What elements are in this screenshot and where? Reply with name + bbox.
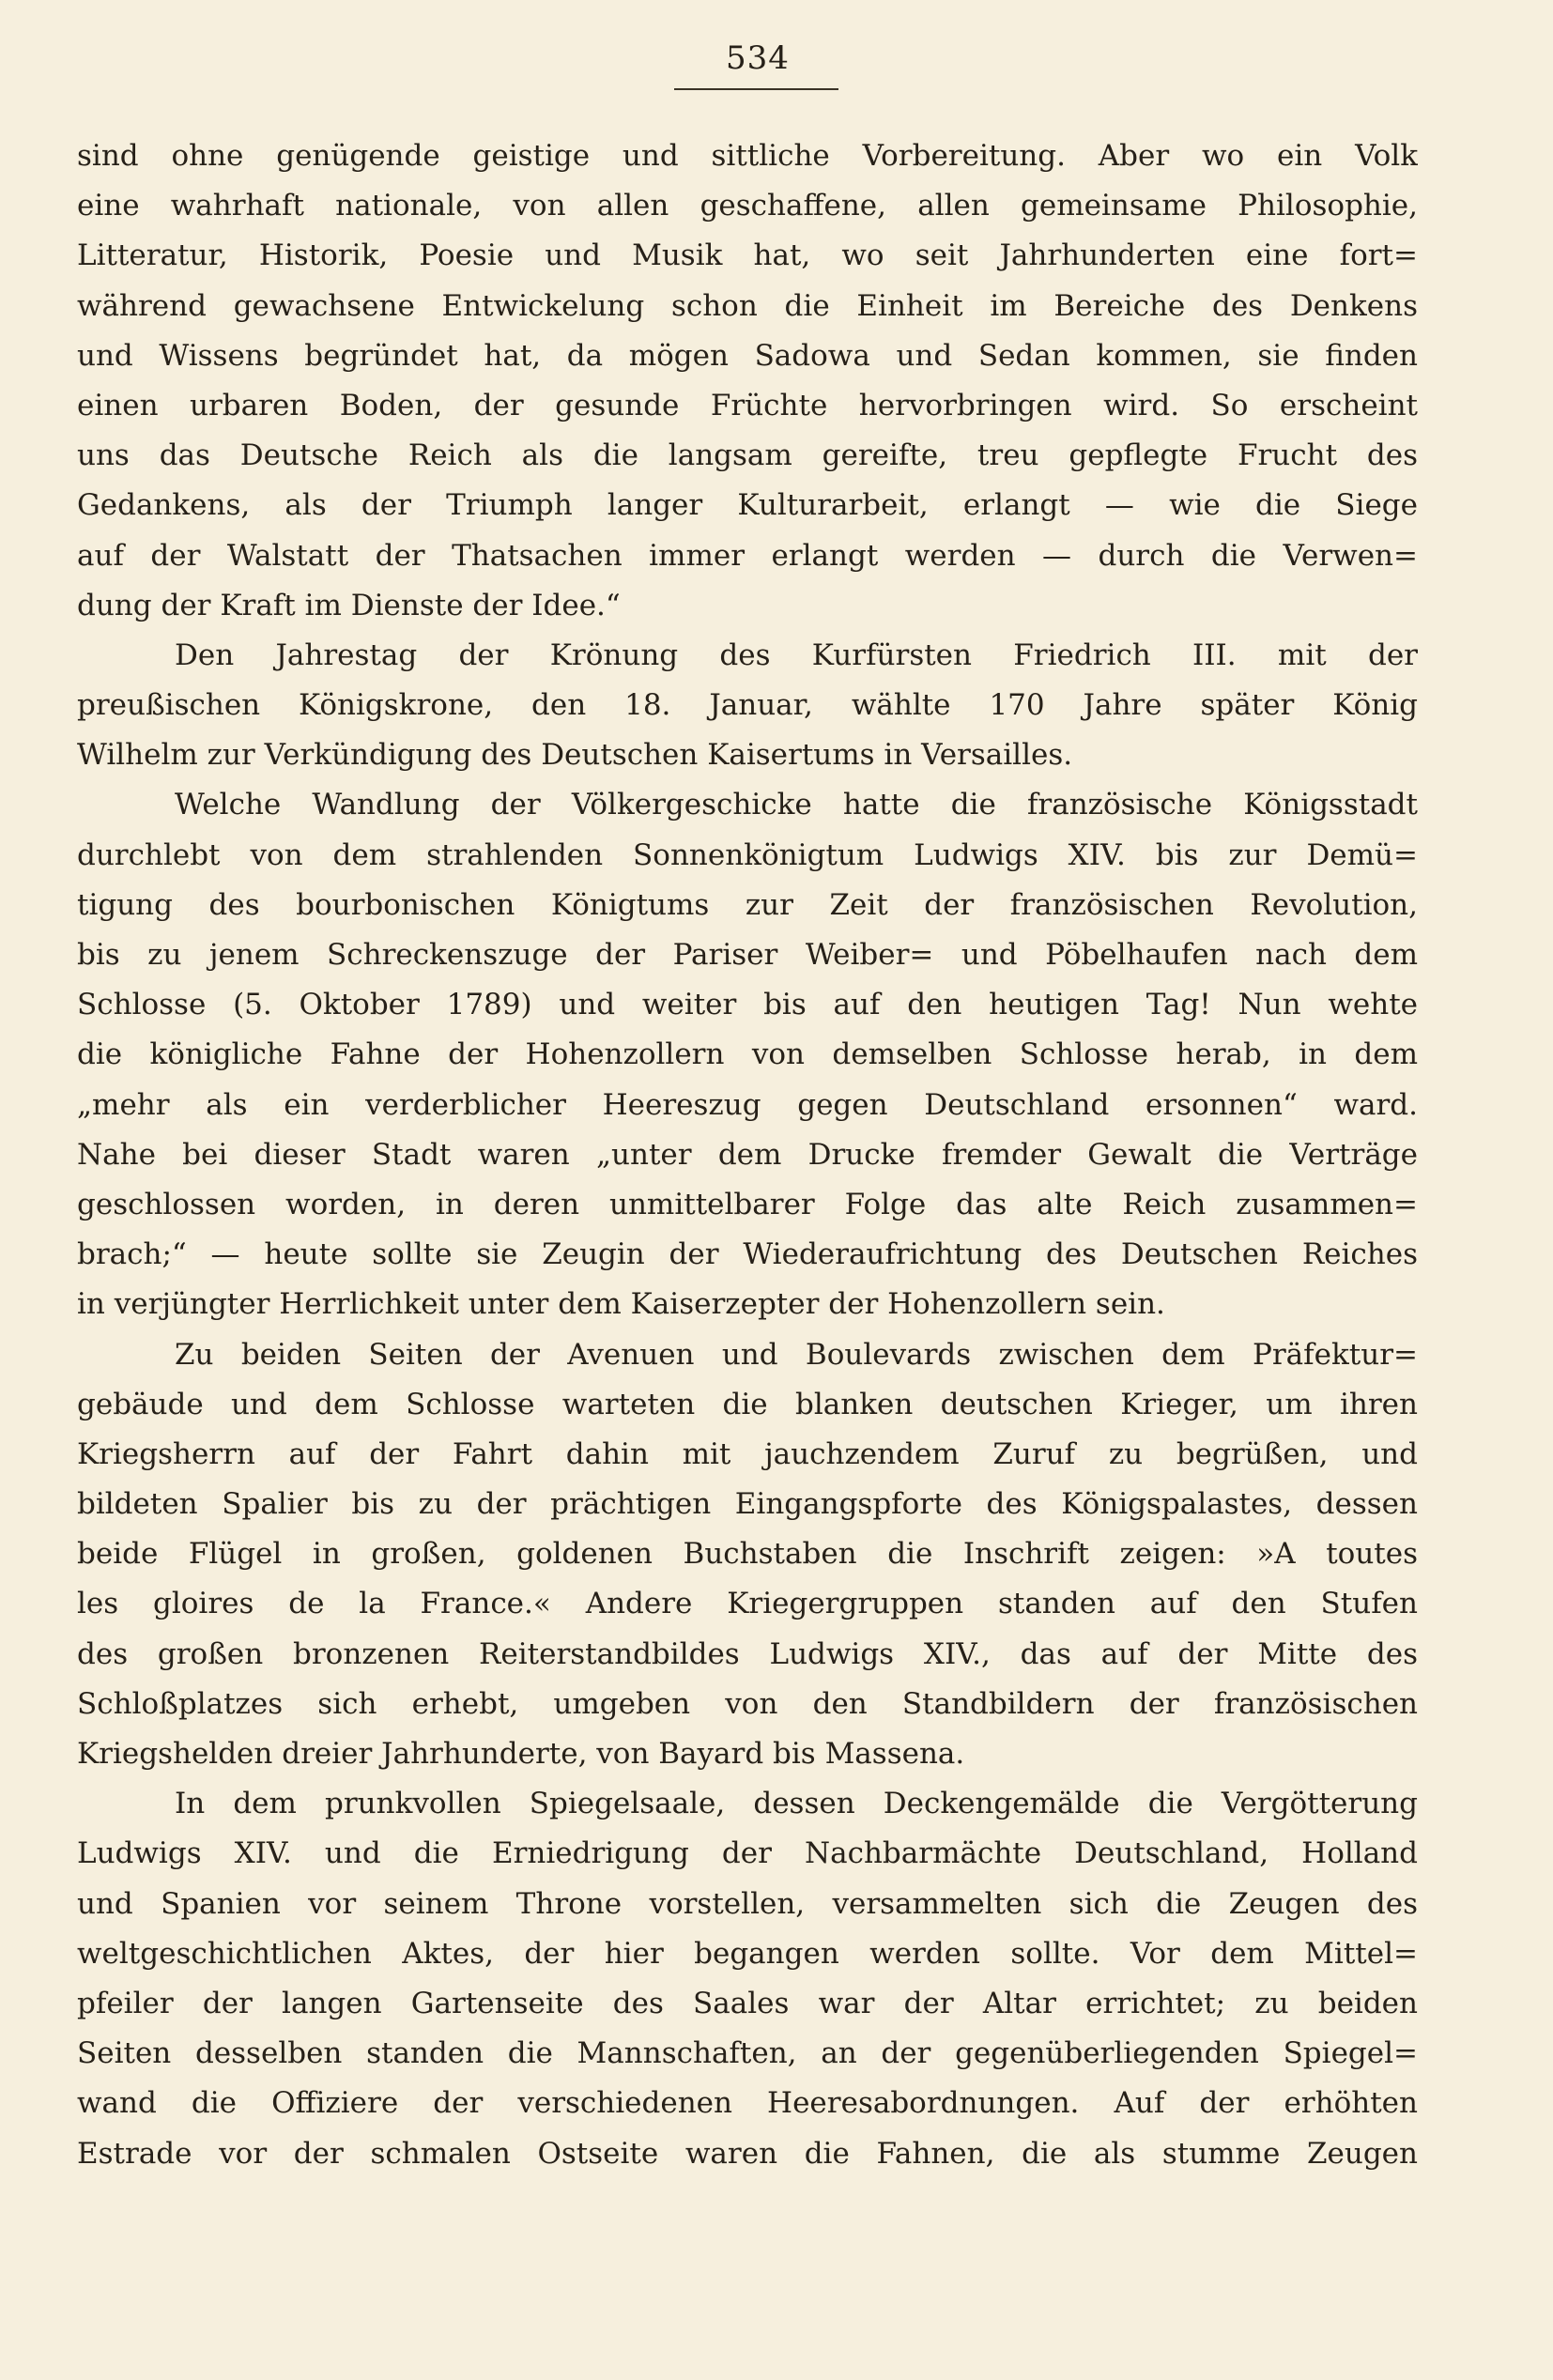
text-line: tigung des bourbonischen Königtums zur Zeit der französischen Revolution, — [77, 887, 1418, 922]
text-line: les gloires de la France.« Andere Kriegergruppen standen auf den Stufen — [77, 1587, 1418, 1621]
text-line: Seiten desselben standen die Mannschaften, an der gegenüberliegenden Spiegel= — [77, 2036, 1418, 2071]
text-line: Litteratur, Historik, Poesie und Musik hat, wo seit Jahrhunderten eine fort= — [77, 238, 1418, 273]
text-line: Wilhelm zur Verkündigung des Deutschen Kaisertums in Versailles. — [77, 738, 1073, 773]
body-text — [77, 131, 1418, 2179]
text-line: Nahe bei dieser Stadt waren „unter dem Drucke fremder Gewalt die Verträge — [77, 1137, 1418, 1172]
text-line: geschlossen worden, in deren unmittelbarer Folge das alte Reich zusammen= — [77, 1187, 1418, 1221]
text-line: einen urbaren Boden, der gesunde Früchte hervorbringen wird. So erscheint — [77, 388, 1418, 422]
page-number: 534 — [726, 39, 790, 77]
text-line: Kriegsherrn auf der Fahrt dahin mit jauchzendem Zuruf zu begrüßen, und — [77, 1436, 1418, 1471]
text-line: während gewachsene Entwickelung schon die Einheit im Bereiche des Denkens — [77, 288, 1418, 323]
text-line: In dem prunkvollen Spiegelsaale, dessen Deckengemälde die Vergötterung — [175, 1787, 1418, 1821]
text-line: Schloßplatzes sich erhebt, umgeben von den Standbildern der französischen — [77, 1686, 1418, 1721]
text-line: sind ohne genügende geistige und sittliche Vorbereitung. Aber wo ein Volk — [77, 139, 1418, 173]
text-line: wand die Offiziere der verschiedenen Heeresabordnungen. Auf der erhöhten — [77, 2086, 1418, 2121]
text-line: auf der Walstatt der Thatsachen immer erlangt werden — durch die Verwen= — [77, 538, 1418, 573]
text-line: „mehr als ein verderblicher Heereszug gegen Deutschland ersonnen“ ward. — [77, 1087, 1418, 1122]
text-line: dung der Kraft im Dienste der Idee.“ — [77, 588, 621, 622]
text-line: pfeiler der langen Gartenseite des Saales war der Altar errichtet; zu beiden — [77, 1986, 1418, 2020]
text-line: eine wahrhaft nationale, von allen geschaffene, allen gemeinsame Philosophie, — [77, 189, 1418, 223]
text-line: uns das Deutsche Reich als die langsam gereifte, treu gepflegte Frucht des — [77, 438, 1418, 473]
text-line: Gedankens, als der Triumph langer Kulturarbeit, erlangt — wie die Siege — [77, 488, 1418, 523]
text-line: durchlebt von dem strahlenden Sonnenkönigtum Ludwigs XIV. bis zur Demü= — [77, 837, 1418, 872]
text-line: weltgeschichtlichen Aktes, der hier begangen werden sollte. Vor dem Mittel= — [77, 1936, 1418, 1971]
text-line: preußischen Königskrone, den 18. Januar, wählte 170 Jahre später König — [77, 688, 1418, 723]
text-line: und Spanien vor seinem Throne vorstellen, versammelten sich die Zeugen des — [77, 1886, 1418, 1921]
text-line: bis zu jenem Schreckenszuge der Pariser Weiber= und Pöbelhaufen nach dem — [77, 938, 1418, 972]
text-line: Ludwigs XIV. und die Erniedrigung der Nachbarmächte Deutschland, Holland — [77, 1836, 1418, 1871]
text-line: in verjüngter Herrlichkeit unter dem Kaiserzepter der Hohenzollern sein. — [77, 1287, 1165, 1322]
text-line: gebäude und dem Schlosse warteten die blanken deutschen Krieger, um ihren — [77, 1387, 1418, 1421]
text-line: Kriegshelden dreier Jahrhunderte, von Bayard bis Massena. — [77, 1737, 965, 1771]
text-line: Den Jahrestag der Krönung des Kurfürsten Friedrich III. mit der — [175, 637, 1418, 672]
text-line: des großen bronzenen Reiterstandbildes Ludwigs XIV., das auf der Mitte des — [77, 1636, 1418, 1671]
text-line: bildeten Spalier bis zu der prächtigen Eingangspforte des Königspalastes, dessen — [77, 1487, 1418, 1522]
text-line: Zu beiden Seiten der Avenuen und Boulevards zwischen dem Präfektur= — [175, 1337, 1418, 1372]
text-line: die königliche Fahne der Hohenzollern von demselben Schlosse herab, in dem — [77, 1037, 1418, 1072]
text-line: beide Flügel in großen, goldenen Buchstaben die Inschrift zeigen: »A toutes — [77, 1537, 1418, 1572]
text-line: brach;“ — heute sollte sie Zeugin der Wiederaufrichtung des Deutschen Reiches — [77, 1237, 1418, 1272]
text-line: und Wissens begründet hat, da mögen Sadowa und Sedan kommen, sie finden — [77, 338, 1418, 373]
text-line: Estrade vor der schmalen Ostseite waren die Fahnen, die als stumme Zeugen — [77, 2136, 1418, 2171]
text-line: Schlosse (5. Oktober 1789) und weiter bis auf den heutigen Tag! Nun wehte — [77, 988, 1418, 1022]
text-line: Welche Wandlung der Völkergeschicke hatte die französische Königsstadt — [175, 788, 1418, 822]
header-rule — [674, 88, 838, 90]
